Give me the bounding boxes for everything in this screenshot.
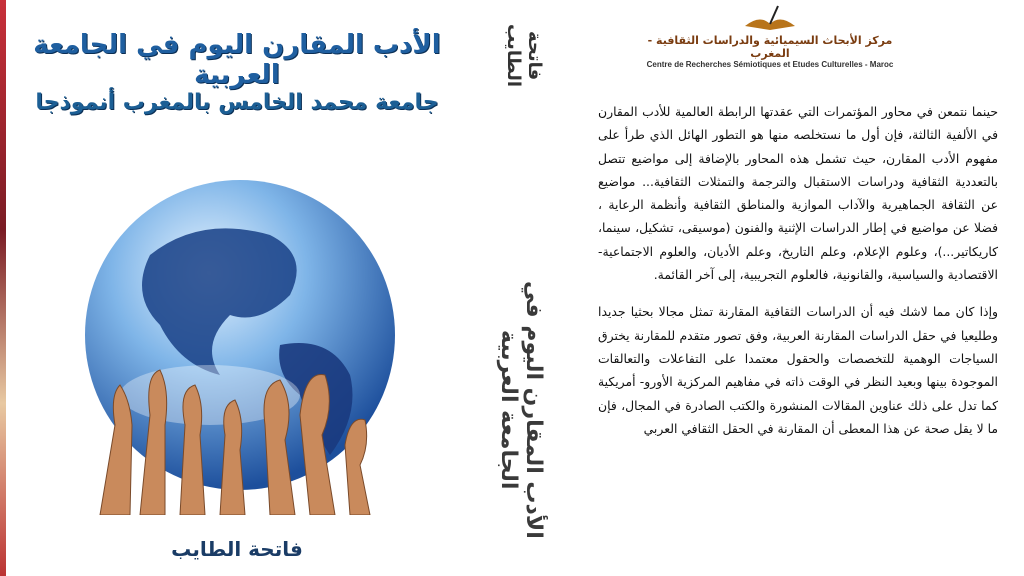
author-name: فاتحة الطايب	[171, 537, 303, 561]
paragraph: حينما نتمعن في محاور المؤتمرات التي عقدتها الرابطة العالمية للأدب المقارن في الألفية الثالثة، فإن أول ما نستخلصه منها هو التطور الهائل الذي طرأ على مفهوم الأدب المقارن، حيث تشمل هذه المحاور بالإضافة إلى مواضيع تتصل بالتعددية الثقافية ودراسات الاستقبال والترجمة والتمثلات الثقافية... مواضيع عن الثقافة الجماهيرية والآداب الموازية والمناطق الثقافية وأنظمة الرعاية ، فضلا عن مواضيع في إطار الدراسات الإثنية والفنون (موسيقى، تشكيل، سينما، كاريكاتير...)، وعلوم الإعلام، وعلم التاريخ، وعلم الأديان، والعلوم الاجتماعية- الاقتصادية والسياسية، والقانونية، فالعلوم التجريبية، إلى آخر القائمة.	[598, 104, 998, 283]
book-title: الأدب المقارن اليوم في الجامعة العربية	[33, 30, 441, 90]
logo-arabic-text: مركز الأبحاث السيميائية والدراسات الثقافية - المغرب	[647, 34, 893, 60]
globe-hands-illustration	[60, 175, 420, 515]
logo-french-text: Centre de Recherches Sémiotiques et Etudes Culturelles - Maroc	[646, 60, 894, 69]
paragraph: وإذا كان مما لاشك فيه أن الدراسات الثقافية المقارنة تمثل مجالا بحثيا جديدا وطليعيا في حقل الدراسات المقارنة العربية، وفق تصور متقدم للمقارنة يخترق السياجات الوهمية للتخصصات والحقول معتمدا على التفاعلات والتعالقات الموجودة بينها وبعيد النظر في الوقت ذاته في مفاهيم المركزية الأورو- أمريكية كما تدل على ذلك عناوين المقالات المنشورة والكتب الصادرة في المجال، فإن ما لا يقل صحة عن هذا المعطى أن المقارنة في الحقل الثقافي العربي	[598, 304, 998, 436]
back-cover-text	[598, 100, 998, 454]
publisher-logo	[640, 0, 900, 70]
spine-author: فاتحة الطايب	[503, 24, 545, 88]
spine-title: الأدب المقارن اليوم في الجامعة العربية	[496, 281, 546, 539]
book-quill-icon	[740, 4, 800, 34]
book-subtitle: جامعة محمد الخامس بالمغرب أنموذجا	[35, 90, 439, 115]
